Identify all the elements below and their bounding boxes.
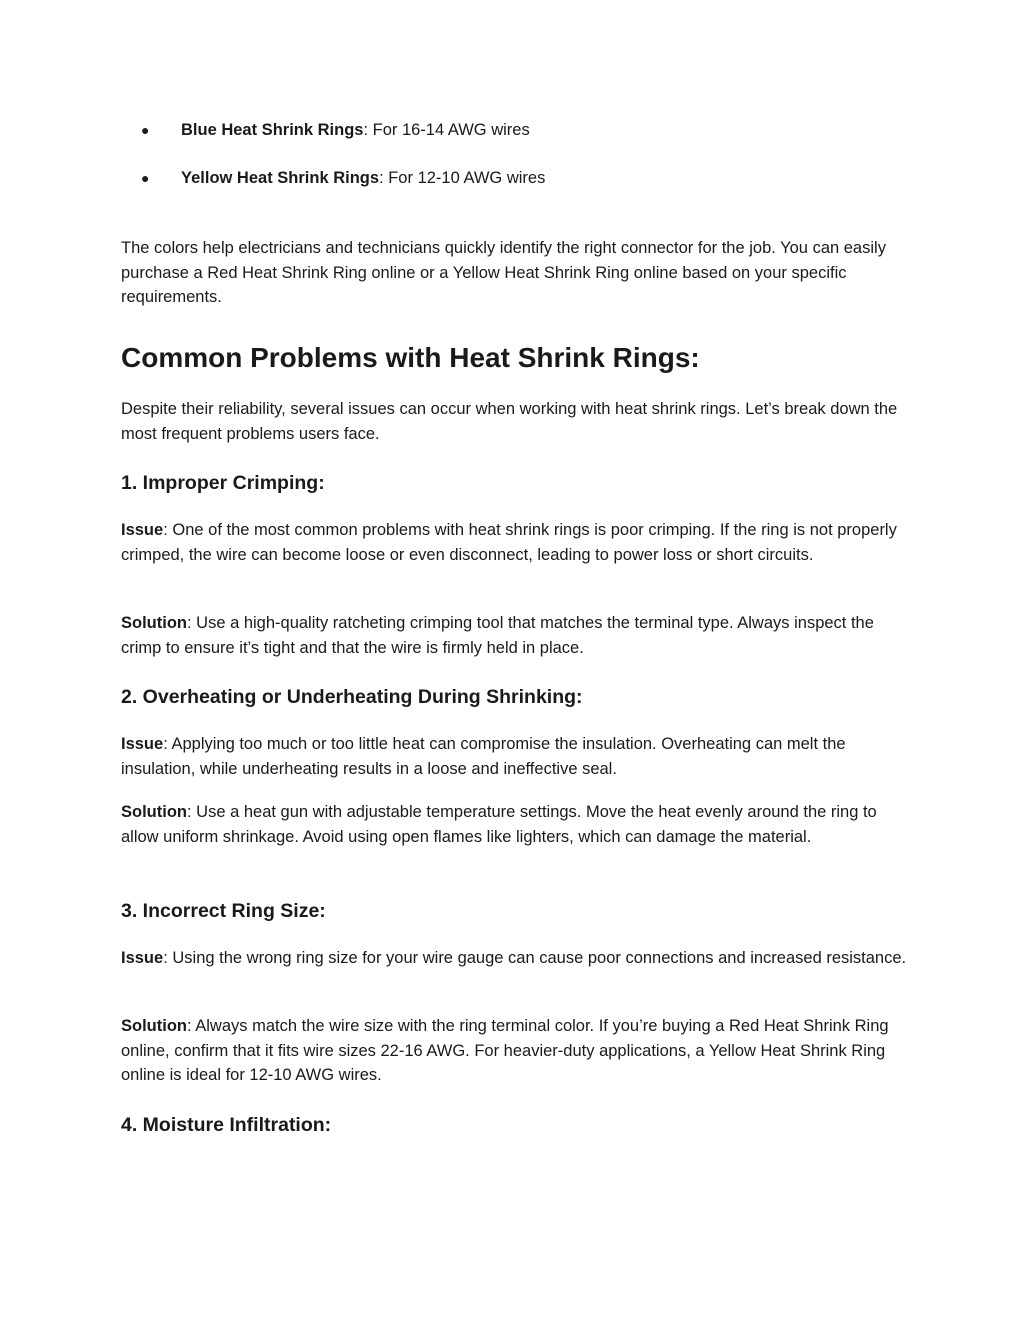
list-item-label: Yellow Heat Shrink Rings: [181, 169, 380, 187]
section-title: Common Problems with Heat Shrink Rings:: [121, 342, 700, 373]
issue-label: Issue: [121, 735, 164, 753]
issue-label: Issue: [121, 521, 164, 539]
problem-heading: 1. Improper Crimping:: [121, 472, 325, 494]
issue-text: : Applying too much or too little heat can compromise the insulation. Overheating can melt the insulation, while underheating results in a loose and ineffective seal.: [121, 735, 846, 778]
solution-label: Solution: [121, 1017, 187, 1035]
problem-heading: 4. Moisture Infiltration:: [121, 1114, 332, 1136]
bullet-icon: ●: [141, 170, 150, 186]
section-intro: Despite their reliability, several issues can occur when working with heat shrink rings. Let’s break down the most frequent problems users face.: [121, 400, 898, 443]
problem-heading: 2. Overheating or Underheating During Shrinking:: [121, 686, 583, 708]
list-item: [121, 166, 911, 190]
intro-paragraph: The colors help electricians and technicians quickly identify the right connector for the job. You can easily purchase a Red Heat Shrink Ring online or a Yellow Heat Shrink Ring online based on your specific requirements.: [121, 239, 886, 306]
solution-paragraph: [121, 611, 911, 660]
list-item: [121, 118, 911, 142]
solution-text: : Always match the wire size with the ring terminal color. If you’re buying a Red Heat Shrink Ring online, confirm that it fits wire sizes 22-16 AWG. For heavier-duty applications, a Yellow Heat Shrink Ring online is ideal for 12-10 AWG wires.: [121, 1017, 889, 1084]
solution-text: : Use a heat gun with adjustable temperature settings. Move the heat evenly around the ring to allow uniform shrinkage. Avoid using open flames like lighters, which can damage the material.: [121, 803, 877, 846]
list-item-text: : For 16-14 AWG wires: [363, 121, 530, 139]
problem-heading: 3. Incorrect Ring Size:: [121, 900, 326, 922]
issue-text: : One of the most common problems with heat shrink rings is poor crimping. If the ring is not properly crimped, the wire can become loose or even disconnect, leading to power loss or short circuits.: [121, 521, 897, 564]
issue-text: : Using the wrong ring size for your wire gauge can cause poor connections and increased resistance.: [163, 949, 907, 967]
solution-paragraph: [121, 800, 911, 849]
list-item-label: Blue Heat Shrink Rings: [181, 121, 364, 139]
wire-color-list: [121, 118, 911, 214]
solution-text: : Use a high-quality ratcheting crimping tool that matches the terminal type. Always inspect the crimp to ensure it’s tight and that the wire is firmly held in place.: [121, 614, 874, 657]
bullet-icon: ●: [141, 122, 150, 138]
issue-paragraph: [121, 946, 911, 971]
issue-label: Issue: [121, 949, 164, 967]
list-item-text: : For 12-10 AWG wires: [379, 169, 546, 187]
solution-label: Solution: [121, 803, 187, 821]
issue-paragraph: [121, 732, 911, 781]
solution-label: Solution: [121, 614, 187, 632]
solution-paragraph: [121, 1014, 911, 1088]
issue-paragraph: [121, 518, 911, 567]
